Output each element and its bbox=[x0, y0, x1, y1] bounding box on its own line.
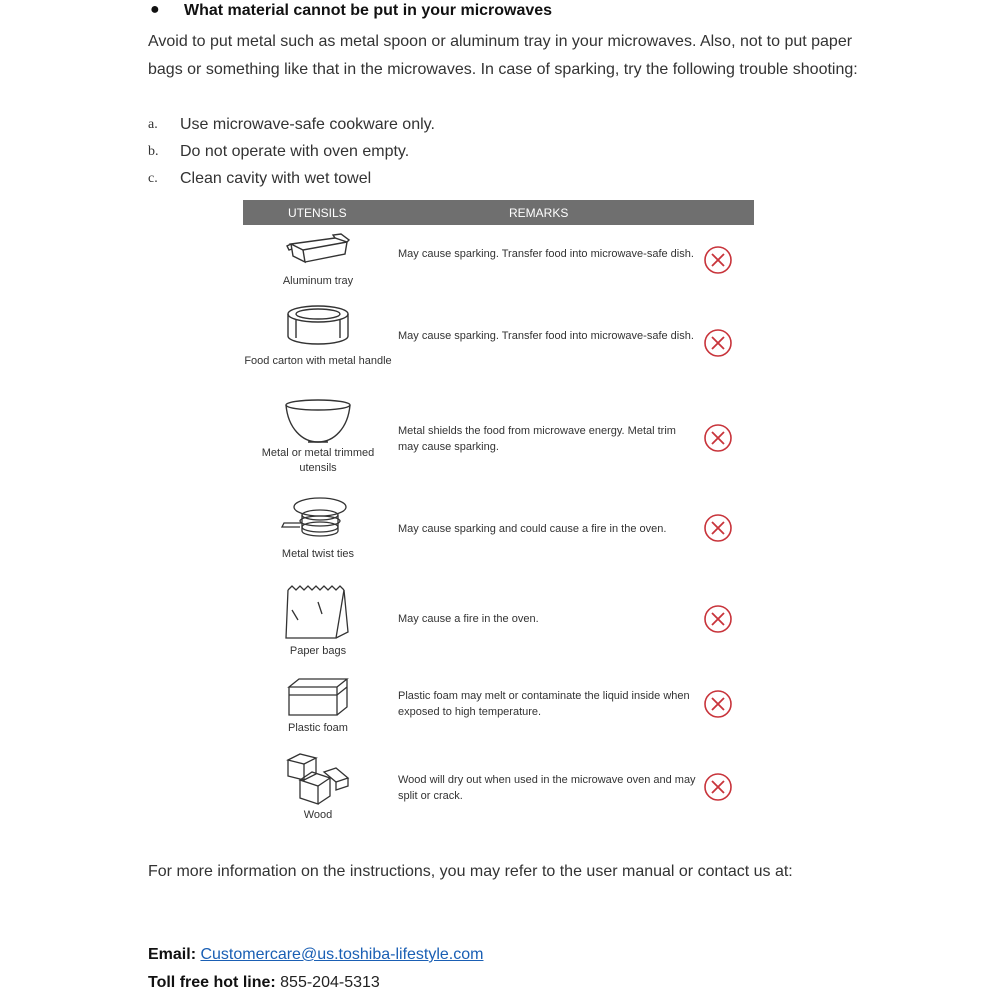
utensil-label: Food carton with metal handle bbox=[244, 355, 392, 367]
prohibited-icon bbox=[703, 689, 733, 719]
table-row bbox=[243, 230, 754, 290]
email-link[interactable]: Customercare@us.toshiba-lifestyle.com bbox=[200, 946, 484, 963]
list-marker: c. bbox=[148, 171, 158, 186]
hotline-number: 855-204-5313 bbox=[280, 974, 380, 991]
utensil-label: Paper bags bbox=[289, 645, 347, 657]
utensil-label: Metal or metal trimmed utensils bbox=[261, 447, 375, 474]
column-header-remarks: REMARKS bbox=[509, 206, 569, 220]
email-label: Email: bbox=[148, 946, 197, 963]
utensil-label: Wood bbox=[303, 809, 333, 821]
wood-icon bbox=[278, 750, 358, 806]
utensil-label: Aluminum tray bbox=[282, 275, 354, 287]
food-carton-icon bbox=[280, 302, 356, 352]
table-row bbox=[243, 750, 754, 825]
prohibited-icon bbox=[703, 772, 733, 802]
table-row bbox=[243, 672, 754, 742]
utensil-label: Metal twist ties bbox=[281, 548, 355, 560]
table-header bbox=[243, 200, 754, 225]
utensils-table bbox=[243, 200, 754, 821]
prohibited-icon bbox=[703, 328, 733, 358]
table-row bbox=[243, 300, 754, 385]
table-row bbox=[243, 580, 754, 660]
intro-paragraph: Avoid to put metal such as metal spoon or aluminum tray in your microwaves. Also, not to put paper bags or something like that in the microwaves. In case of sparking, try the following trouble shooting: bbox=[148, 33, 858, 78]
utensil-label: Plastic foam bbox=[288, 722, 348, 734]
prohibited-icon bbox=[703, 245, 733, 275]
prohibited-icon bbox=[703, 604, 733, 634]
list-marker: a. bbox=[148, 117, 158, 132]
remark-text: May cause a fire in the oven. bbox=[398, 613, 539, 625]
aluminum-tray-icon bbox=[283, 232, 353, 272]
email-line bbox=[148, 946, 483, 964]
remark-text: May cause sparking. Transfer food into microwave-safe dish. bbox=[398, 330, 694, 342]
paper-bag-icon bbox=[278, 580, 358, 642]
bullet-icon: ● bbox=[150, 1, 160, 18]
remark-text: May cause sparking and could cause a fire in the oven. bbox=[398, 523, 667, 535]
list-item-text: Do not operate with oven empty. bbox=[180, 143, 410, 160]
hotline-line bbox=[148, 974, 380, 992]
remark-text: Plastic foam may melt or contaminate the liquid inside when exposed to high temperature. bbox=[398, 690, 690, 718]
remark-text: Metal shields the food from microwave energy. Metal trim may cause sparking. bbox=[398, 425, 676, 453]
list-marker: b. bbox=[148, 144, 159, 159]
prohibited-icon bbox=[703, 423, 733, 453]
prohibited-icon bbox=[703, 513, 733, 543]
remark-text: May cause sparking. Transfer food into microwave-safe dish. bbox=[398, 248, 694, 260]
column-header-utensils: UTENSILS bbox=[288, 206, 347, 220]
footer-paragraph: For more information on the instructions, you may refer to the user manual or contact us at: bbox=[148, 863, 793, 880]
heading-text: What material cannot be put in your microwaves bbox=[184, 2, 553, 19]
table-row bbox=[243, 398, 754, 483]
remark-text: Wood will dry out when used in the microwave oven and may split or crack. bbox=[398, 774, 696, 802]
list-item-text: Use microwave-safe cookware only. bbox=[180, 116, 435, 133]
table-row bbox=[243, 493, 754, 568]
hotline-label: Toll free hot line: bbox=[148, 974, 276, 991]
twist-tie-icon bbox=[278, 493, 358, 545]
plastic-foam-icon bbox=[283, 675, 353, 719]
list-item-text: Clean cavity with wet towel bbox=[180, 170, 372, 187]
metal-bowl-icon bbox=[280, 398, 356, 444]
